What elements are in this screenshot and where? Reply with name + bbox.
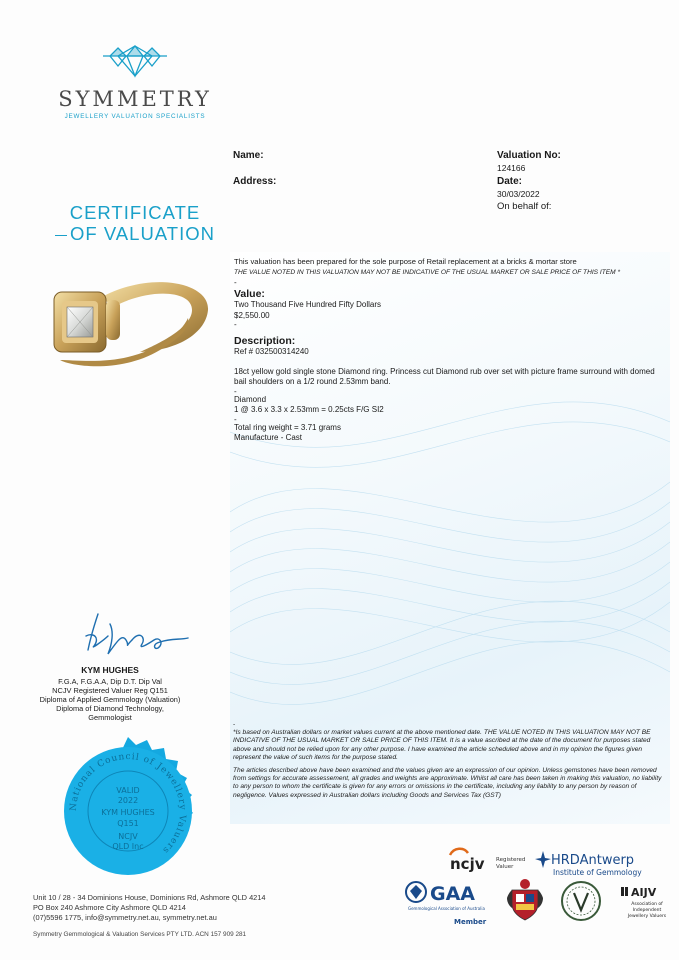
signature-image	[80, 610, 190, 658]
signer-qualification-5: Gemmologist	[88, 713, 132, 722]
dash-separator: -	[234, 386, 237, 396]
certificate-title	[40, 202, 230, 244]
gaa-member-icon	[404, 880, 496, 928]
signer-name: KYM HUGHES	[81, 665, 139, 675]
hrd-sub: Institute of Gemmology	[553, 868, 642, 877]
aijv-sub1: Association of	[631, 902, 663, 907]
hrd-antwerp-logo	[535, 849, 665, 879]
footnote-1: *Is based on Australian dollars or market values current at the above mentioned date. THE VALUE NOTED IN THIS VALUATION MAY NOT BE INDICATIVE OF THE USUAL MARKET OR SALE PRICE OF THIS ITEM. It is a value ascribed at the date of the document for purposes stated above and should not be relied upon for any other purpose. I have examined the article scheduled above and in my opinion the figures given represent the value of such items for the purpose stated.	[233, 729, 651, 761]
name-label: Name:	[233, 150, 264, 161]
date-value: 30/03/2022	[497, 189, 540, 199]
title-dash	[55, 235, 67, 236]
signer-qualification-2: NCJV Registered Valuer Reg Q151	[52, 686, 168, 695]
ncjv-sub1: Registered	[496, 857, 526, 863]
ncjv-seal	[52, 735, 204, 887]
signer-qualification-4: Diploma of Diamond Technology,	[56, 704, 164, 713]
address-line1: Unit 10 / 28 - 34 Dominions House, Dominions Rd, Ashmore QLD 4214	[33, 893, 266, 902]
seal-line6: QLD Inc	[112, 842, 144, 851]
stone-detail: 1 @ 3.6 x 3.3 x 2.53mm = 0.25cts F/G SI2	[234, 405, 384, 414]
aijv-sub2: Independent	[632, 908, 662, 913]
hrd-text: HRDAntwerp	[551, 853, 635, 868]
dash-separator: -	[234, 414, 237, 424]
company-line: Symmetry Gemmological & Valuation Services PTY LTD. ACN 157 909 281	[33, 931, 247, 938]
seal-line5: NCJV	[118, 832, 138, 841]
hrd-antwerp-icon	[535, 849, 665, 879]
gaa-member: Member	[454, 918, 487, 926]
address-line3: (07)5596 1775, info@symmetry.net.au, symmetry.net.au	[33, 913, 217, 922]
dash-separator: -	[234, 320, 237, 329]
manufacture: Manufacture - Cast	[234, 433, 303, 442]
disclaimer-text: THE VALUE NOTED IN THIS VALUATION MAY NOT BE INDICATIVE OF THE USUAL MARKET OR SALE PRICE OF THIS ITEM *	[234, 269, 621, 276]
description-text: 18ct yellow gold single stone Diamond ring. Princess cut Diamond rub over set with picture frame surround with domed bail shoulders on a 1/2 round 2.53mm band.	[234, 366, 655, 386]
footnote-2: The articles described above have been examined and the values given are an expression of our opinion. Unless gemstones have been removed from settings for accurate assessement, all grades and weights are approximate. Whilst all care has been taken in making this valuation, no liability to any person to whom the certificate is given for any errors or omissions in the certificate, including any liability to any person by reason of negligence. Values expressed in Australian dollars including Goods and Services Tax (GST)	[233, 767, 662, 799]
gaa-text: GAA	[430, 883, 476, 905]
signer-block	[10, 666, 210, 722]
footnotes	[233, 721, 665, 805]
aijv-logo	[620, 884, 674, 924]
coat-of-arms-icon	[506, 878, 544, 922]
v-badge-icon	[560, 880, 602, 922]
dash-separator: -	[234, 278, 237, 287]
certificate-title-line2: OF VALUATION	[70, 223, 215, 244]
footnote-dash: -	[233, 721, 236, 728]
valuation-content	[234, 257, 666, 444]
ref-number: Ref # 032500314240	[234, 347, 309, 356]
seal-line3: KYM HUGHES	[101, 808, 155, 817]
gaa-sub: Gemmological Association of Australia	[408, 906, 485, 911]
value-heading: Value:	[234, 288, 265, 300]
seal-line2: 2022	[117, 796, 139, 805]
symmetry-logo	[55, 44, 215, 120]
gaa-logo	[404, 880, 496, 928]
ncjv-registered-valuer-icon	[448, 845, 538, 875]
ring-weight: Total ring weight = 3.71 grams	[234, 422, 341, 432]
logo-name: SYMMETRY	[58, 87, 212, 111]
valuation-no: 124166	[497, 163, 526, 173]
value-amount: $2,550.00	[234, 310, 270, 320]
aijv-sub3: Jewellery Valuers	[627, 914, 667, 919]
crest-logo	[506, 878, 544, 922]
aijv-text: AIJV	[631, 886, 657, 899]
valuation-no-label: Valuation No:	[497, 150, 561, 161]
signer-qualification-1: F.G.A, F.G.A.A, Dip D.T. Dip Val	[58, 677, 162, 686]
aijv-icon	[620, 884, 674, 924]
seal-ring-text: National Council of Jewellery Valuers	[68, 751, 188, 856]
address-label: Address:	[233, 176, 277, 187]
address-line2: PO Box 240 Ashmore City Ashmore QLD 4214	[33, 903, 186, 912]
ncjv-sub2: Valuer	[496, 864, 514, 870]
ncjv-logo	[448, 845, 538, 875]
signer-qualification-3: Diploma of Applied Gemmology (Valuation)	[39, 695, 181, 704]
logo-tagline: JEWELLERY VALUATION SPECIALISTS	[64, 113, 206, 120]
purpose-text: This valuation has been prepared for the sole purpose of Retail replacement at a bricks & mortar store	[234, 257, 577, 266]
behalf-label: On behalf of:	[497, 201, 552, 212]
value-words: Two Thousand Five Hundred Fifty Dollars	[234, 300, 382, 309]
valuer-badge-logo	[560, 880, 602, 922]
seal-line4: Q151	[117, 819, 139, 828]
description-heading: Description:	[234, 335, 296, 347]
certificate-title-line1: CERTIFICATE	[69, 202, 201, 223]
date-label: Date:	[497, 176, 523, 187]
ring-photo	[40, 270, 212, 380]
ncjv-text: ncjv	[450, 855, 485, 873]
seal-line1: VALID	[116, 786, 140, 795]
diamond-logo-icon	[100, 44, 170, 78]
company-address	[33, 893, 266, 923]
stone-label: Diamond	[234, 394, 267, 404]
